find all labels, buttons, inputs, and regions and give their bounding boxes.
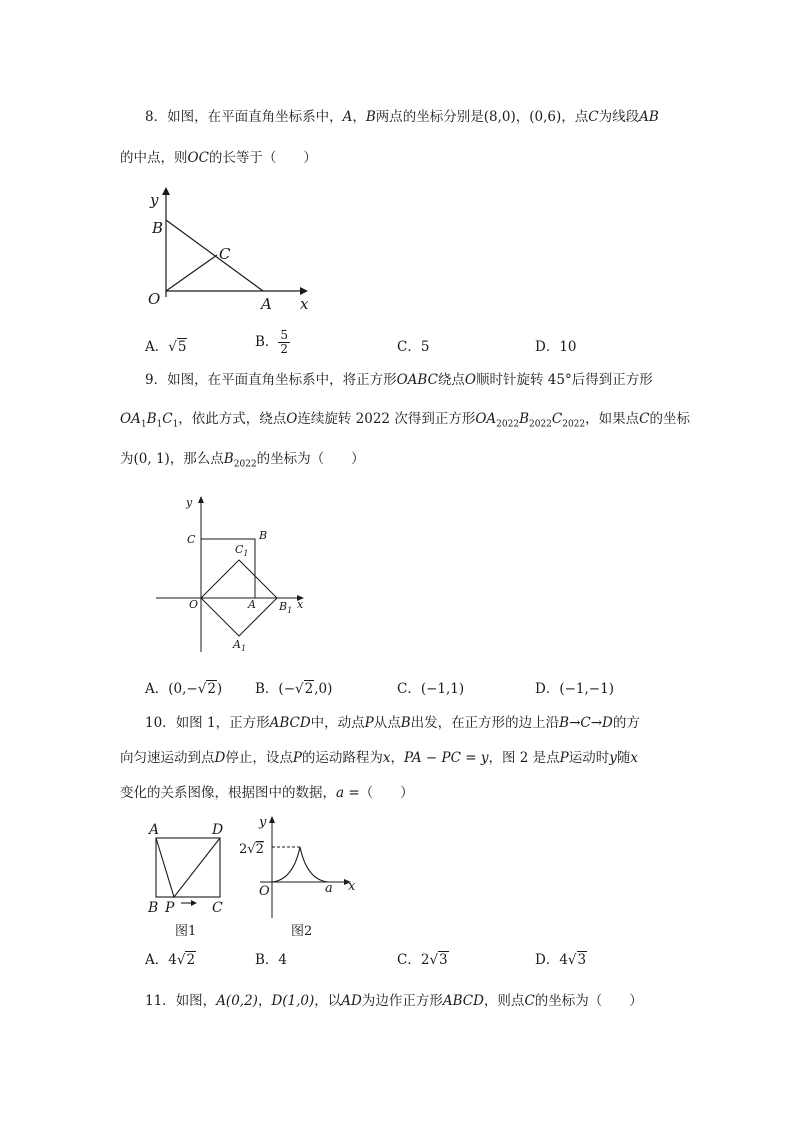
q9-option-d[interactable]: D．(−1,−1) [535, 681, 614, 697]
q9-y-arrow [198, 496, 204, 503]
q10-option-c[interactable]: C．2√3 [397, 952, 448, 968]
q10-motion-arrow-head [191, 900, 197, 906]
q8-line-2: 的中点，则OC的长等于（ ） [120, 150, 317, 166]
q10-fig1-label-p: P [165, 900, 175, 916]
q8-y-arrow [162, 187, 170, 195]
q9-label-a: A [248, 598, 256, 611]
q10-fig2-label-o: O [259, 884, 270, 899]
q9-label-c1: $C_1$ [235, 543, 249, 558]
q9-figure [150, 490, 320, 660]
q9-option-a[interactable]: A．(0,−√2) [145, 681, 223, 697]
q8-option-b[interactable]: B． $\frac{5}{2}$ [255, 328, 289, 356]
q9-line-2: $OA_1B_1C_1$，依此方式，绕点O连续旋转 2022 次得到正方形$OA_{2022}B_{2022}C_{2022}$，如果点C的坐标 [120, 411, 690, 430]
q8-label-c: C [219, 245, 231, 263]
q10-square [156, 838, 220, 897]
q8-label-y: y [150, 191, 159, 209]
q9-label-c: C [187, 533, 196, 546]
q10-fig1-caption: 图1 [175, 924, 197, 939]
q8-segment-oc [166, 255, 217, 291]
q10-fig2-caption: 图2 [291, 924, 313, 939]
q10-figure-2 [235, 812, 365, 943]
q9-line-3: 为(0, 1)，那么点$B_{2022}$的坐标为（ ） [120, 451, 365, 470]
q9-label-b1: $B_1$ [279, 600, 293, 615]
q9-label-x: x [297, 598, 304, 611]
q8-option-c[interactable]: C．5 [397, 339, 430, 355]
q8-label-o: O [148, 290, 161, 308]
q9-option-c[interactable]: C．(−1,1) [397, 681, 465, 697]
q8-x-arrow [300, 287, 308, 295]
q9-label-b: B [259, 529, 268, 542]
q10-fig1-label-a: A [149, 822, 160, 838]
q8-option-a[interactable]: A．√5 [145, 339, 187, 355]
q10-fig1-label-b: B [148, 900, 159, 916]
q8-option-d[interactable]: D．10 [535, 339, 577, 355]
q10-fig1-label-d: D [212, 822, 224, 838]
q10-lines-pa-pd [156, 838, 220, 897]
q10-fig2-label-peak: 2√2 [239, 842, 264, 857]
q10-line-2: 向匀速运动到点D停止，设点P的运动路程为x，PA − PC = y，图 2 是点P运动时y随x [120, 750, 638, 766]
q8-figure [140, 185, 320, 315]
q10-fig1-label-c: C [212, 900, 223, 916]
q10-fig2-label-a: a [325, 881, 333, 896]
q8-option-b-fraction: $\frac{5}{2}$ [280, 328, 289, 356]
q11-line-1: 11．如图，A(0,2)，D(1,0)，以AD为边作正方形ABCD，则点C的坐标为（ ） [145, 993, 643, 1009]
q10-figure-1 [143, 818, 238, 943]
q10-line-1: 10．如图 1，正方形ABCD中，动点P从点B出发，在正方形的边上沿B→C→D的方 [145, 715, 640, 731]
q10-option-b[interactable]: B．4 [255, 952, 288, 968]
q9-line-1: 9．如图，在平面直角坐标系中，将正方形OABC绕点O顺时针旋转 45°后得到正方形 [145, 372, 653, 388]
q8-line-1: 8．如图，在平面直角坐标系中，A，B两点的坐标分别是(8,0)，(0,6)，点C为线段AB [145, 109, 659, 125]
q10-option-d[interactable]: D．4√3 [535, 952, 587, 968]
q8-label-b: B [152, 219, 164, 237]
q9-label-y: y [186, 496, 193, 509]
q9-label-o: O [189, 598, 199, 611]
q10-fig2-y-arrow [269, 816, 275, 823]
q8-label-a: A [261, 295, 272, 313]
q9-option-b[interactable]: B．(−√2,0) [255, 681, 333, 697]
q10-fig2-curve [272, 847, 328, 882]
q10-fig2-label-x: x [348, 879, 356, 894]
q10-line-3: 变化的关系图像，根据图中的数据，a =（ ） [120, 785, 414, 801]
q8-label-x: x [300, 295, 309, 313]
q9-label-a1: $A_1$ [233, 638, 247, 653]
q10-option-a[interactable]: A．4√2 [145, 952, 196, 968]
q10-fig2-label-y: y [259, 815, 267, 830]
